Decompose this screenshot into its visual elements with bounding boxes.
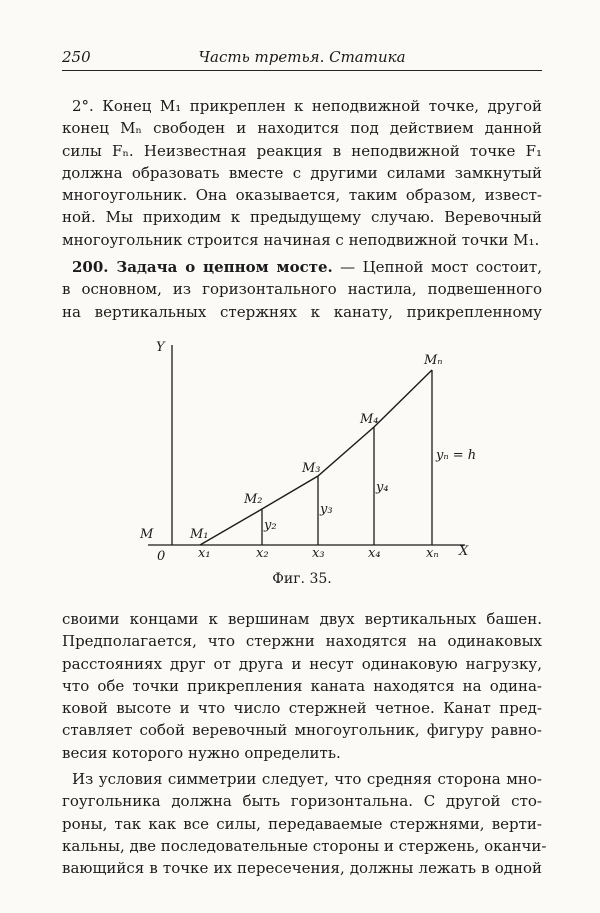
- text-line: ставляет собой веревочный многоугольник, фигуру равно-: [62, 721, 542, 740]
- text-line: Из условия симметрии следует, что средняя сторона мно-: [72, 770, 542, 788]
- text-line: гоугольника должна быть горизонтальна. С другой сто-: [62, 792, 542, 811]
- point-label-m4: M₄: [360, 412, 379, 427]
- page-header: [62, 48, 542, 71]
- paragraph-symmetry: [62, 768, 547, 879]
- y-label-n: yₙ = h: [436, 448, 477, 463]
- paragraph-case-2: [62, 95, 542, 251]
- point-label-mn: Mₙ: [424, 353, 443, 368]
- y-axis-label: Y: [156, 340, 165, 355]
- text-line: ковой высоте и что число стержней четное. Канат пред-: [62, 699, 542, 718]
- figure-35-diagram: [130, 335, 480, 565]
- text-line: [62, 256, 542, 278]
- rope-polygon: [200, 370, 432, 545]
- x-label-3: x₃: [312, 546, 325, 561]
- y-label-2: y₂: [264, 518, 277, 533]
- text-line: в основном, из горизонтального настила, подвешенного: [62, 280, 542, 299]
- text-line: на вертикальных стержнях к канату, прикрепленному: [62, 302, 542, 321]
- point-label-m1: M₁: [190, 527, 209, 542]
- text-line: многоугольник строится начиная с неподвижной точки M₁.: [62, 230, 540, 249]
- section-heading: 200. Задача о цепном мосте.: [72, 258, 333, 276]
- section-intro: — Цепной мост состоит,: [332, 258, 542, 276]
- text-line: своими концами к вершинам двух вертикальных башен.: [62, 610, 542, 628]
- text-line: расстояниях друг от друга и несут одинаковую нагрузку,: [62, 654, 542, 673]
- text-line: конец Mₙ свободен и находится под действием данной: [62, 119, 542, 138]
- page-number: 250: [62, 48, 91, 66]
- text-line: роны, так как все силы, передаваемые стержнями, верти-: [62, 814, 542, 833]
- x-label-2: x₂: [256, 546, 269, 561]
- text-line: ной. Мы приходим к предыдущему случаю. Веревочный: [62, 208, 542, 227]
- x-label-n: xₙ: [426, 546, 439, 561]
- figure-caption: Фиг. 35.: [272, 571, 332, 587]
- text-line: 2°. Конец M₁ прикреплен к неподвижной точке, другой: [72, 97, 542, 115]
- point-label-m3: M₃: [302, 461, 321, 476]
- text-line: многоугольник. Она оказывается, таким образом, извест-: [62, 186, 542, 205]
- text-line: весия которого нужно определить.: [62, 743, 341, 762]
- x-label-4: x₄: [368, 546, 381, 561]
- text-line: должна образовать вместе с другими силами замкнутый: [62, 163, 542, 182]
- x-axis-label: X: [459, 544, 469, 559]
- text-line: вающийся в точке их пересечения, должны лежать в одной: [62, 859, 542, 878]
- section-200: [62, 256, 542, 323]
- x-label-1: x₁: [198, 546, 211, 561]
- running-title: Часть третья. Статика: [198, 48, 406, 66]
- text-line: силы Fₙ. Неизвестная реакция в неподвижной точке F₁: [62, 141, 542, 160]
- point-label-m2: M₂: [244, 492, 263, 507]
- left-point-label: M: [140, 527, 154, 542]
- y-label-4: y₄: [376, 480, 389, 495]
- origin-label: 0: [157, 549, 166, 564]
- text-line: Предполагается, что стержни находятся на одинаковых: [62, 632, 542, 651]
- y-label-3: y₃: [320, 502, 333, 517]
- text-line: кальны, две последовательные стороны и стержень, оканчи-: [62, 836, 547, 855]
- text-line: что обе точки прикрепления каната находятся на одина-: [62, 676, 542, 695]
- paragraph-continuation: [62, 608, 542, 764]
